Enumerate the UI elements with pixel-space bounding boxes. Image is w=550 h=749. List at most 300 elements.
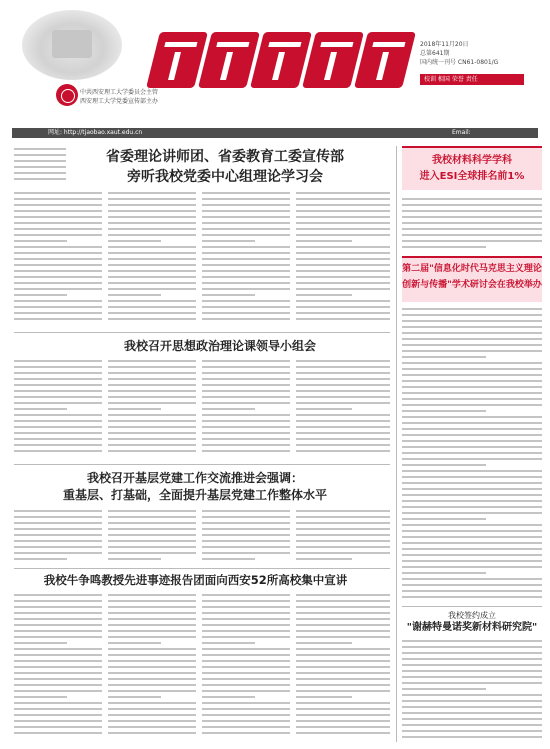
body-text-line [402,676,542,678]
body-text-line [14,594,102,596]
body-text-line [402,338,542,340]
body-text-line [108,600,196,602]
body-text-line [108,612,196,614]
body-text-line [108,666,196,668]
body-text-line [202,648,290,650]
section-rule [14,464,390,465]
body-text-line [202,606,290,608]
masthead-left [22,10,159,116]
body-text-line [202,552,290,554]
body-text-line [108,642,161,644]
column-rule [396,146,397,742]
body-text-line [296,216,390,218]
body-text-line [296,360,390,362]
side-article-body-3 [402,640,542,742]
body-text-line [402,320,542,322]
body-text-line [202,516,290,518]
body-text-line [202,204,290,206]
body-text-line [402,694,542,696]
body-text-line [402,332,542,334]
body-text-line [108,438,196,440]
body-text-line [296,672,390,674]
body-text-line [296,282,390,284]
body-text-line [14,444,102,446]
body-text-line [202,300,290,302]
body-text-line [14,414,102,416]
body-text-line [402,356,486,358]
body-text-line [296,396,390,398]
body-text-line [202,210,290,212]
body-text-line [296,234,390,236]
body-text-line [108,672,196,674]
body-text-line [108,384,196,386]
body-text-line [202,198,290,200]
body-text-line [202,390,290,392]
body-text-line [202,420,290,422]
body-text-line [202,528,290,530]
body-text-line [402,210,542,212]
body-text-line [202,636,290,638]
university-emblem-icon [56,84,78,106]
body-text-line [402,658,542,660]
body-text-line [202,246,290,248]
body-text-line [296,240,352,242]
body-text-line [202,384,290,386]
newspaper-logo [153,32,413,90]
body-text-line [296,204,390,206]
body-text-line [402,452,542,454]
body-text-line [14,288,102,290]
body-text-line [402,434,542,436]
body-text-line [402,548,542,550]
body-text-line [108,222,196,224]
body-text-line [296,438,390,440]
body-text-line [14,366,102,368]
body-text-line [402,362,542,364]
body-text-line [14,672,102,674]
body-text-line [202,252,290,254]
body-text-line [108,702,196,704]
body-text-line [402,524,542,526]
body-text-line [202,696,255,698]
body-text-line [296,696,352,698]
article-body-top-col-4 [296,192,390,328]
side-headline-pink-line-1: 第二届"信息化时代马克思主义理论 [402,264,542,274]
body-text-line [296,252,390,254]
body-text-line [296,642,352,644]
body-text-line [14,276,102,278]
body-text-line [14,172,66,174]
email-link[interactable]: Email: xb4321234@126.com [452,129,519,146]
logo-glyph-4 [302,32,364,88]
body-text-line [202,426,290,428]
body-text-line [202,444,290,446]
article-body-mid-col-4 [296,360,390,460]
body-text-line [402,246,486,248]
body-text-line [14,516,102,518]
body-text-line [108,282,196,284]
sub-headline-1: 我校召开思想政治理论课领导小组会 [123,339,316,353]
body-text-line [14,222,102,224]
body-text-line [14,702,102,704]
body-text-line [296,726,390,728]
body-text-line [14,306,102,308]
body-text-line [14,372,102,374]
body-text-line [296,198,390,200]
body-text-line [14,252,102,254]
body-text-line [202,684,290,686]
body-text-line [296,528,390,530]
body-text-line [108,396,196,398]
body-text-line [296,702,390,704]
body-text-line [402,410,486,412]
body-text-line [14,270,102,272]
body-text-line [108,450,196,452]
body-text-line [202,624,290,626]
body-text-line [402,646,542,648]
logo-glyph-3 [250,32,312,88]
body-text-line [108,402,196,404]
body-text-line [202,396,290,398]
body-text-line [296,288,390,290]
body-text-line [108,228,196,230]
article-body-mid-col-2 [108,360,196,460]
body-text-line [296,648,390,650]
body-text-line [14,696,67,698]
body-text-line [402,416,542,418]
body-text-line [202,642,255,644]
body-text-line [402,326,542,328]
body-text-line [108,192,196,194]
body-text-line [296,372,390,374]
article-body-left-col-top [14,148,66,188]
body-text-line [108,516,196,518]
body-text-line [108,510,196,512]
body-text-line [296,636,390,638]
body-text-line [202,450,290,452]
body-text-line [402,446,542,448]
body-text-line [108,522,196,524]
body-text-line [14,552,102,554]
article-body-bottom-col-2 [108,594,196,742]
body-text-line [202,534,290,536]
body-text-line [296,720,390,722]
sub-headline-3: 我校牛争鸣教授先进事迹报告团面向西安52所高校集中宣讲 [43,573,348,587]
body-text-line [202,678,290,680]
body-text-line [14,148,66,150]
body-text-line [202,222,290,224]
body-text-line [202,366,290,368]
body-text-line [296,618,390,620]
body-text-line [296,546,390,548]
body-text-line [402,314,542,316]
body-text-line [108,318,196,320]
masthead [0,0,550,120]
body-text-line [202,264,290,266]
body-text-line [14,600,102,602]
body-text-line [402,530,542,532]
article-body-top-col-3 [202,192,290,328]
body-text-line [296,390,390,392]
body-text-line [108,204,196,206]
body-text-line [202,306,290,308]
body-text-line [202,240,255,242]
body-text-line [14,636,102,638]
body-text-line [202,294,255,296]
body-text-line [296,402,390,404]
body-text-line [108,558,161,560]
body-text-line [202,432,290,434]
body-text-line [202,690,290,692]
body-text-line [14,420,102,422]
body-text-line [108,726,196,728]
body-text-line [108,288,196,290]
body-text-line [402,584,542,586]
article-body-lower-col-4 [296,510,390,566]
main-headline [70,147,380,187]
body-text-line [202,408,255,410]
body-text-line [402,536,542,538]
body-text-line [402,736,542,738]
body-text-line [202,192,290,194]
body-text-line [14,408,67,410]
body-text-line [14,282,102,284]
body-text-line [402,652,542,654]
body-text-line [402,560,542,562]
body-text-line [108,270,196,272]
body-text-line [202,372,290,374]
body-text-line [14,216,102,218]
body-text-line [402,482,542,484]
body-text-line [296,228,390,230]
body-text-line [296,684,390,686]
body-text-line [108,540,196,542]
body-text-line [14,432,102,434]
body-text-line [14,234,102,236]
body-text-line [202,276,290,278]
body-text-line [296,246,390,248]
body-text-line [202,702,290,704]
body-text-line [108,630,196,632]
body-text-line [202,318,290,320]
body-text-line [402,518,486,520]
body-text-line [296,660,390,662]
body-text-line [402,204,542,206]
body-text-line [402,500,542,502]
body-text-line [202,720,290,722]
body-text-line [202,360,290,362]
side-article-body-2 [402,308,542,604]
article-body-bottom-col-3 [202,594,290,742]
body-text-line [14,450,102,452]
body-text-line [296,426,390,428]
body-text-line [296,264,390,266]
side-headline-red-line-2: 进入ESI全球排名前1% [419,171,525,182]
body-text-line [202,234,290,236]
sponsor-line-2: 西安理工大学党委宣传部主办 [80,98,159,105]
body-text-line [108,552,196,554]
body-text-line [108,654,196,656]
body-text-line [402,670,542,672]
body-text-line [108,534,196,536]
body-text-line [14,154,66,156]
body-text-line [202,612,290,614]
body-text-line [202,414,290,416]
body-text-line [402,422,542,424]
body-text-line [202,510,290,512]
body-text-line [108,690,196,692]
body-text-line [108,444,196,446]
url-bar [12,128,538,146]
body-text-line [14,204,102,206]
body-text-line [296,666,390,668]
body-text-line [14,660,102,662]
body-text-line [202,402,290,404]
body-text-line [296,318,390,320]
body-text-line [14,714,102,716]
body-text-line [108,366,196,368]
body-text-line [402,228,542,230]
body-text-line [108,696,161,698]
body-text-line [296,384,390,386]
body-text-line [296,624,390,626]
body-text-line [402,350,542,352]
body-text-line [14,264,102,266]
body-text-line [296,270,390,272]
body-text-line [108,216,196,218]
body-text-line [14,720,102,722]
body-text-line [108,264,196,266]
body-text-line [14,732,102,734]
body-text-line [14,312,102,314]
body-text-line [402,590,542,592]
body-text-line [108,294,161,296]
body-text-line [402,700,542,702]
body-text-line [402,458,542,460]
body-text-line [108,408,161,410]
body-text-line [14,558,67,560]
body-text-line [108,528,196,530]
body-text-line [202,378,290,380]
body-text-line [14,228,102,230]
section-rule [14,568,390,569]
body-text-line [108,678,196,680]
body-text-line [296,420,390,422]
body-text-line [202,216,290,218]
body-text-line [108,312,196,314]
body-text-line [296,444,390,446]
body-text-line [402,476,542,478]
body-text-line [14,540,102,542]
side-headline-pink-line-2: 创新与传播"学术研讨会在我校举办 [402,280,542,290]
logo-glyph-2 [198,32,260,88]
main-headline-line-2: 旁听我校党委中心组理论学习会 [127,169,323,185]
article-body-lower-col-1 [14,510,102,566]
body-text-line [14,384,102,386]
issue-cn-number: 国内统一刊号 CN61-0801/G [420,59,499,66]
body-text-line [402,494,542,496]
body-text-line [108,306,196,308]
body-text-line [108,546,196,548]
body-text-line [14,360,102,362]
body-text-line [202,726,290,728]
body-text-line [402,554,542,556]
body-text-line [108,234,196,236]
right-bottom-title: "谢赫特曼诺奖新材料研究院" [406,622,538,633]
editor-bar: 校训 相国 荣誉 责任 [420,74,524,85]
body-text-line [296,276,390,278]
body-text-line [108,198,196,200]
body-text-line [402,222,542,224]
body-text-line [202,666,290,668]
body-text-line [14,618,102,620]
section-rule [14,332,390,333]
body-text-line [108,252,196,254]
body-text-line [296,690,390,692]
sub-headline-2-line-1: 我校召开基层党建工作交流推进会强调： [86,471,303,485]
body-text-line [402,398,542,400]
body-text-line [202,600,290,602]
body-text-line [402,572,486,574]
body-text-line [108,732,196,734]
body-text-line [402,688,486,690]
body-text-line [402,664,542,666]
body-text-line [14,178,66,180]
body-text-line [402,542,542,544]
sub-headline-2 [35,470,355,504]
body-text-line [402,344,542,346]
body-text-line [402,718,542,720]
body-text-line [402,512,542,514]
body-text-line [14,378,102,380]
body-text-line [202,258,290,260]
body-text-line [14,642,67,644]
body-text-line [14,708,102,710]
body-text-line [402,464,486,466]
body-text-line [108,624,196,626]
body-text-line [14,690,102,692]
body-text-line [296,450,390,452]
body-text-line [202,654,290,656]
body-text-line [108,390,196,392]
body-text-line [108,432,196,434]
body-text-line [402,308,542,310]
body-text-line [402,234,542,236]
body-text-line [14,534,102,536]
sub-headline-2-line-2: 重基层、打基础，全面提升基层党建工作整体水平 [62,488,327,502]
body-text-line [402,470,542,472]
website-link[interactable]: 网址: http://tjaobao.xaut.edu.cn [48,129,143,136]
article-body-lower-col-2 [108,510,196,566]
article-body-mid-col-1 [14,360,102,460]
logo-glyph-5 [354,32,416,88]
body-text-line [14,684,102,686]
body-text-line [108,684,196,686]
logo-glyph-1 [146,32,208,88]
body-text-line [202,270,290,272]
body-text-line [402,428,542,430]
body-text-line [402,488,542,490]
body-text-line [296,210,390,212]
body-text-line [108,258,196,260]
body-text-line [296,366,390,368]
body-text-line [296,558,352,560]
body-text-line [296,732,390,734]
body-text-line [14,160,66,162]
body-text-line [108,414,196,416]
body-text-line [108,660,196,662]
body-text-line [296,534,390,536]
